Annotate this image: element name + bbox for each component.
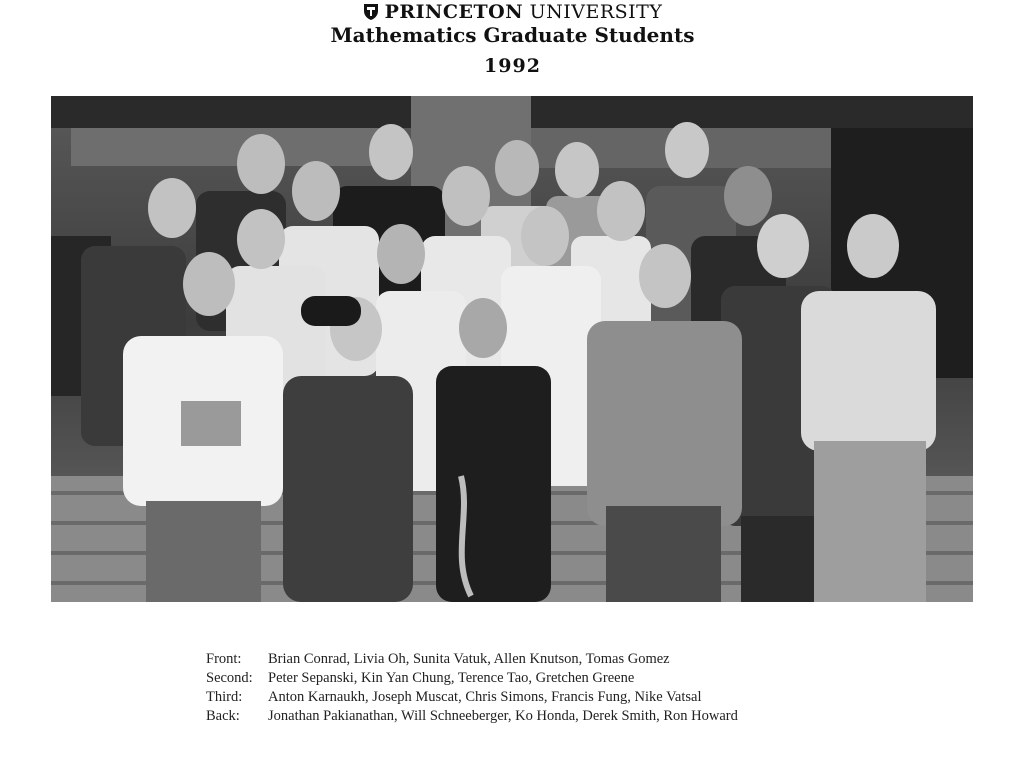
caption-row-back xyxy=(206,707,738,726)
university-name xyxy=(385,1,663,23)
caption-label: Second: xyxy=(206,670,253,686)
group-photo-drawing xyxy=(51,96,973,602)
caption-row-third xyxy=(206,688,738,707)
university-name-rest: UNIVERSITY xyxy=(529,1,663,23)
caption-names: Anton Karnaukh, Joseph Muscat, Chris Simons, Francis Fung, Nike Vatsal xyxy=(268,689,702,705)
page-year: 1992 xyxy=(484,55,541,77)
caption-row-front xyxy=(206,650,738,669)
page-title: Mathematics Graduate Students xyxy=(330,23,695,47)
caption-names: Peter Sepanski, Kin Yan Chung, Terence Tao, Gretchen Greene xyxy=(268,670,635,686)
group-photo xyxy=(51,96,973,602)
university-name-bold: PRINCETON xyxy=(384,1,524,23)
caption-names: Jonathan Pakianathan, Will Schneeberger, Ko Honda, Derek Smith, Ron Howard xyxy=(268,708,738,724)
window-band xyxy=(71,128,401,166)
caption-label: Third: xyxy=(206,689,243,705)
caption-row-second xyxy=(206,669,738,688)
caption-label: Front: xyxy=(206,651,242,667)
photo-caption xyxy=(206,650,738,726)
caption-names: Brian Conrad, Livia Oh, Sunita Vatuk, Allen Knutson, Tomas Gomez xyxy=(268,651,670,667)
princeton-shield-icon xyxy=(363,3,379,21)
university-line xyxy=(0,0,1025,24)
caption-label: Back: xyxy=(206,708,240,724)
